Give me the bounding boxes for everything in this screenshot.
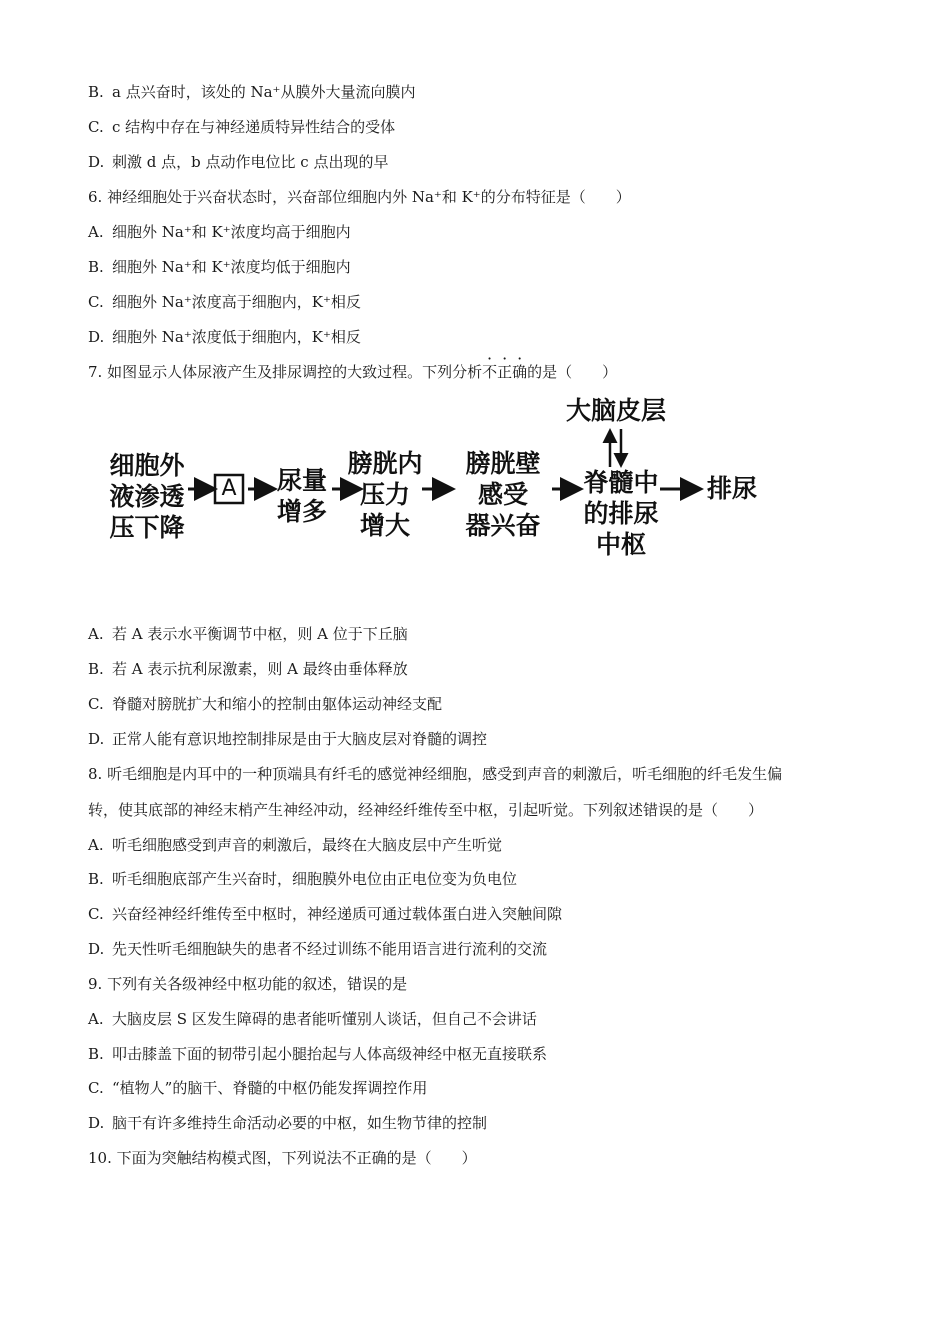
q7-option-c	[88, 694, 442, 714]
q7-stem	[88, 362, 617, 382]
option-label: D.	[88, 940, 105, 958]
q8-option-a	[88, 835, 502, 855]
emphasis-char: 正	[497, 363, 513, 381]
option-label: C.	[88, 118, 104, 136]
node-osmotic-drop: 细胞外 液渗透 压下降	[109, 451, 185, 542]
q9-option-c	[88, 1078, 427, 1098]
q9-option-a	[88, 1009, 537, 1029]
q8-option-b	[88, 869, 517, 889]
q8-option-d	[88, 939, 547, 959]
q8-stem-line-1: 8. 听毛细胞是内耳中的一种顶端具有纤毛的感觉神经细胞，感受到声音的刺激后，听毛细胞的纤毛发生偏	[88, 765, 783, 783]
option-text: 细胞外 Na⁺浓度高于细胞内，K⁺相反	[112, 293, 361, 311]
q7-option-d	[88, 729, 487, 749]
q10-stem: 10. 下面为突触结构模式图，下列说法不正确的是（ ）	[88, 1149, 477, 1167]
q5-option-d	[88, 152, 388, 172]
option-label: D.	[88, 1114, 105, 1132]
node-bladder-pressure: 膀胱内 压力 增大	[347, 449, 423, 540]
option-text: 细胞外 Na⁺和 K⁺浓度均低于细胞内	[112, 258, 351, 276]
option-text: 细胞外 Na⁺和 K⁺浓度均高于细胞内	[112, 223, 351, 241]
q5-option-b	[88, 82, 415, 102]
option-text: “植物人”的脑干、脊髓的中枢仍能发挥调控作用	[112, 1079, 428, 1097]
diagram-arrows	[100, 395, 780, 565]
option-text: 兴奋经神经纤维传至中枢时，神经递质可通过载体蛋白进入突触间隙	[112, 905, 563, 923]
option-text: 大脑皮层 S 区发生障碍的患者能听懂别人谈话，但自己不会讲话	[112, 1010, 537, 1028]
option-label: B.	[88, 258, 104, 276]
node-a: A	[221, 476, 237, 501]
option-label: D.	[88, 153, 105, 171]
option-text: 听毛细胞底部产生兴奋时，细胞膜外电位由正电位变为负电位	[112, 870, 518, 888]
q6-option-d	[88, 327, 361, 347]
node-urine-increase: 尿量 增多	[276, 466, 327, 526]
node-urination: 排尿	[706, 474, 757, 503]
option-text: 先天性听毛细胞缺失的患者不经过训练不能用语言进行流利的交流	[112, 940, 548, 958]
q7-stem-post: 的是（ ）	[527, 363, 618, 381]
option-text: 听毛细胞感受到声音的刺激后，最终在大脑皮层中产生听觉	[112, 836, 503, 854]
option-text: 脑干有许多维持生命活动必要的中枢，如生物节律的控制	[112, 1114, 488, 1132]
q6-stem: 6. 神经细胞处于兴奋状态时，兴奋部位细胞内外 Na⁺和 K⁺的分布特征是（ ）	[88, 188, 631, 206]
option-label: A.	[88, 223, 104, 241]
q9-option-b	[88, 1044, 547, 1064]
emphasis-chars	[482, 363, 527, 381]
option-label: C.	[88, 293, 104, 311]
q6-option-a	[88, 222, 351, 242]
option-text: 正常人能有意识地控制排尿是由于大脑皮层对脊髓的调控	[112, 730, 488, 748]
option-label: A.	[88, 625, 104, 643]
option-label: C.	[88, 1079, 104, 1097]
option-label: D.	[88, 328, 105, 346]
q6-option-b	[88, 257, 351, 277]
option-text: 叩击膝盖下面的韧带引起小腿抬起与人体高级神经中枢无直接联系	[112, 1045, 548, 1063]
q8-stem-line-2: 转，使其底部的神经末梢产生神经冲动，经神经纤维传至中枢，引起听觉。下列叙述错误的是（ ）	[88, 801, 764, 819]
option-label: A.	[88, 836, 104, 854]
option-label: D.	[88, 730, 105, 748]
option-label: B.	[88, 660, 104, 678]
option-label: B.	[88, 1045, 104, 1063]
node-cerebral-cortex: 大脑皮层	[565, 396, 666, 425]
option-text: 细胞外 Na⁺浓度低于细胞内，K⁺相反	[112, 328, 361, 346]
q6-option-c	[88, 292, 361, 312]
option-text: a 点兴奋时，该处的 Na⁺从膜外大量流向膜内	[112, 83, 416, 101]
q7-option-a	[88, 624, 408, 644]
q7-stem-emphasis	[482, 363, 527, 381]
node-bladder-receptor: 膀胱壁 感受 器兴奋	[465, 449, 541, 540]
q5-option-c	[88, 117, 395, 137]
q7-stem-pre: 7. 如图显示人体尿液产生及排尿调控的大致过程。下列分析	[88, 363, 483, 381]
q8-option-c	[88, 904, 562, 924]
option-label: B.	[88, 870, 104, 888]
option-label: C.	[88, 905, 104, 923]
option-label: A.	[88, 1010, 104, 1028]
option-text: 脊髓对膀胱扩大和缩小的控制由躯体运动神经支配	[112, 695, 443, 713]
q9-option-d	[88, 1113, 487, 1133]
q7-option-b	[88, 659, 408, 679]
node-spinal-center: 脊髓中 的排尿 中枢	[583, 468, 659, 559]
option-text: 若 A 表示抗利尿激素，则 A 最终由垂体释放	[112, 660, 408, 678]
option-label: B.	[88, 83, 104, 101]
option-text: 刺激 d 点，b 点动作电位比 c 点出现的早	[112, 153, 389, 171]
emphasis-char: 确	[512, 363, 528, 381]
option-text: c 结构中存在与神经递质特异性结合的受体	[112, 118, 396, 136]
q9-stem: 9. 下列有关各级神经中枢功能的叙述，错误的是	[88, 975, 408, 993]
option-label: C.	[88, 695, 104, 713]
emphasis-char: 不	[482, 363, 498, 381]
urination-flow-diagram	[100, 395, 780, 565]
option-text: 若 A 表示水平衡调节中枢，则 A 位于下丘脑	[112, 625, 408, 643]
